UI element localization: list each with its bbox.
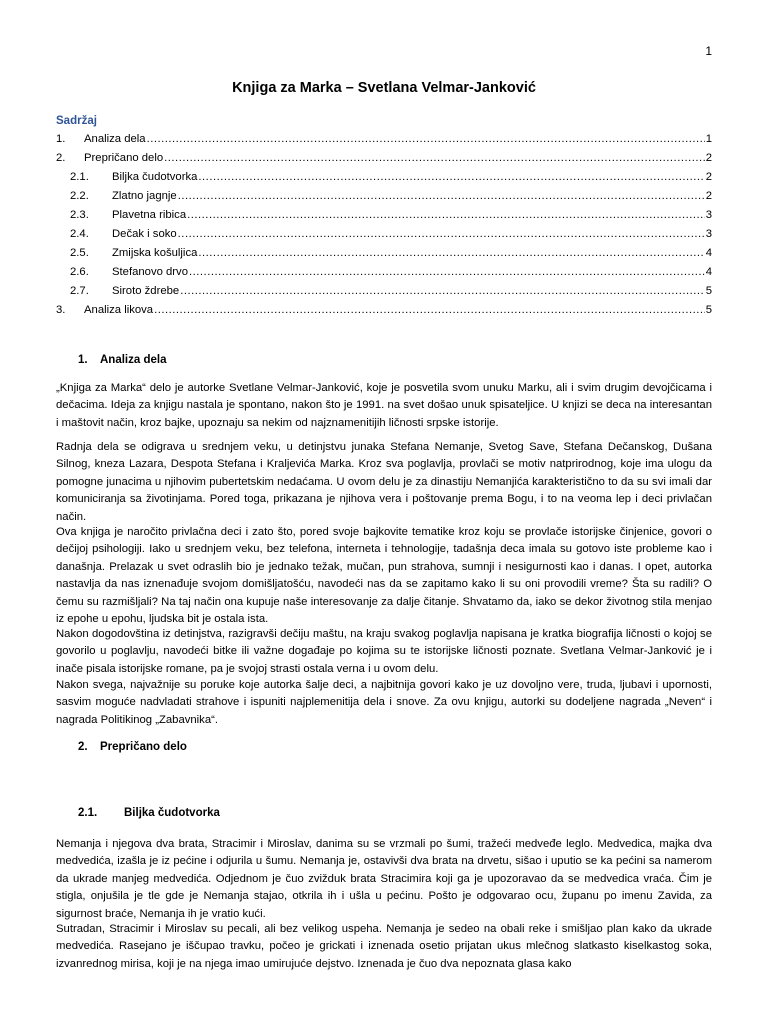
toc-entry-number: 3. — [56, 304, 66, 316]
toc-entry-page: 1 — [705, 133, 712, 145]
toc-entry[interactable] — [56, 225, 712, 244]
toc-entry-number: 2.4. — [70, 228, 89, 240]
toc-entry-page: 5 — [705, 285, 712, 297]
toc-entry-title: Siroto ždrebe — [112, 285, 180, 297]
toc-entry[interactable] — [56, 130, 712, 149]
toc-entry-number: 2.6. — [70, 266, 89, 278]
toc-entry-number: 2.5. — [70, 247, 89, 259]
section-number: 2. — [78, 741, 88, 753]
subsection-title: Biljka čudotvorka — [124, 807, 220, 819]
section-title: Prepričano delo — [100, 741, 187, 753]
toc-entry-page: 3 — [705, 209, 712, 221]
section-heading-analiza-dela — [78, 354, 166, 366]
section-heading-prepricano-delo — [78, 741, 187, 753]
toc-entry-page: 2 — [705, 171, 712, 183]
paragraph: Radnja dela se odigrava u srednjem veku, u detinjstvu junaka Stefana Nemanje, Svetog Save, Stefana Dečanskog, Dušana Silnog, kneza Lazara, Despota Stefana i Kraljevića Marka. Kroz sva poglavlja, provlači se motiv natprirodnog, koje ima ulogu da pomogne junacima u njihovim pubertetskim nedaćama. U ovom delu je za dinastiju Nemanjića karakteristično to da su svi imali dar komuniciranja sa životinjama. Pored toga, prikazana je njihova vera i poštovanje prema Bogu, i to na veoma lep i deci privlačan način. — [56, 441, 712, 523]
document-title: Knjiga za Marka – Svetlana Velmar-Janković — [232, 80, 536, 96]
toc-heading: Sadržaj — [56, 115, 97, 127]
section-title: Analiza dela — [100, 354, 167, 366]
toc-entry-title: Stefanovo drvo — [112, 266, 188, 278]
paragraph: Ova knjiga je naročito privlačna deci i zato što, pored svoje bajkovite tematike kroz koju se provlače istorijske činjenice, govori o dečijoj psihologiji. Iako u srednjem veku, bez telefona, interneta i tehnologije, tadašnja deca imala su gotovo iste probleme kao i današnja. Prelazak u svet odraslih bio je jednako težak, mučan, pun strahova, sumnji i nesigurnosti kao i danas. I opet, autorka nastavlja da nas iznenađuje svojom domišljatošću, navodeći nas da se zapitamo kako li su oni provodili vreme? Šta su radili? O čemu su razmišljali? Na taj način ona kupuje naše interesovanje za dalje čitanje. Shvatamo da, iako se dekor životnog stila menjao iz epohe u epohu, ljudska bit je ostala ista. — [56, 526, 712, 626]
toc-entry-title: Biljka čudotvorka — [112, 171, 198, 183]
toc-entry-number: 2.7. — [70, 285, 89, 297]
paragraph: Nemanja i njegova dva brata, Stracimir i Miroslav, danima su se vrzmali po šumi, tražeći medveđe leglo. Medvedica, majka dva medvedića, izašla je iz pećine i odjurila u šumu. Nemanja je, ostavivši dva brata na drvetu, sišao i uputio se ka pećini sa namerom da ukrade manjeg medvedića. Odjednom je čuo zvižduk brata Stracimira koji ga je upozoravao da se medvedica vraća. Čim je stigla, onjušila je tle gde je Nemanja stajao, otkrila ih i ušla u pećinu. Pošto je odgovarao ocu, županu po imenu Zavida, za sigurnost braće, Nemanja ih je vratio kući. — [56, 838, 712, 920]
toc-entry-number: 2. — [56, 152, 66, 164]
subsection-heading-biljka-cudotvorka — [78, 807, 220, 819]
toc-leader-dots — [178, 187, 705, 206]
toc-leader-dots — [198, 244, 704, 263]
toc-entry-title: Zlatno jagnje — [112, 190, 177, 202]
toc-leader-dots — [178, 225, 705, 244]
toc-entry[interactable] — [56, 187, 712, 206]
table-of-contents — [56, 112, 712, 320]
subsection-number: 2.1. — [78, 807, 98, 819]
toc-entry[interactable] — [56, 244, 712, 263]
toc-leader-dots — [180, 282, 705, 301]
toc-leader-dots — [198, 168, 704, 187]
paragraph: Nakon svega, najvažnije su poruke koje autorka šalje deci, a najbitnija govori kako je uz dovoljno vere, truda, ljubavi i upornosti, sasvim moguće nadvladati strahove i ispuniti najplemenitija dela i snove. Za ovu knjigu, autorki su dodeljene nagrada „Neven“ i nagrada Politikinog „Zabavnika“. — [56, 679, 712, 726]
toc-entry-number: 1. — [56, 133, 66, 145]
toc-entry-title: Analiza likova — [84, 304, 154, 316]
toc-entry[interactable] — [56, 168, 712, 187]
toc-entry-page: 4 — [705, 247, 712, 259]
toc-entry-title: Plavetna ribica — [112, 209, 187, 221]
toc-entry[interactable] — [56, 282, 712, 301]
paragraph: Sutradan, Stracimir i Miroslav su pecali, ali bez velikog uspeha. Nemanja je sedeo na obali reke i smišljao plan kako da ukrade medvedića. Rasejano je iščupao travku, počeo je grickati i iznenada osetio prijatan ukus mlečnog slatkasto kiselkastog soka, izvanrednog mirisa, koji je na njega imao umirujuće dejstvo. Iznenada je čuo dva nepoznata glasa kako — [56, 923, 712, 970]
toc-entry-page: 5 — [705, 304, 712, 316]
toc-entry-page: 3 — [705, 228, 712, 240]
toc-entry[interactable] — [56, 263, 712, 282]
toc-entry-number: 2.2. — [70, 190, 89, 202]
toc-entry[interactable] — [56, 149, 712, 168]
toc-leader-dots — [154, 301, 705, 320]
paragraph: „Knjiga za Marka“ delo je autorke Svetlane Velmar-Janković, koje je posvetila svom unuku Marku, ali i svim drugim devojčicama i dečacima. Ideja za knjigu nastala je spontano, nakon što je 1991. na svet došao unuk spisateljice. U knjizi se deca na interesantan i maštovit način, kroz bajke, upoznaju sa nekim od najznamenitijih ličnosti srpske istorije. — [56, 382, 712, 429]
toc-leader-dots — [164, 149, 705, 168]
toc-entry-title: Dečak i soko — [112, 228, 177, 240]
toc-leader-dots — [187, 206, 705, 225]
section-number: 1. — [78, 354, 88, 366]
toc-entry-title: Zmijska košuljica — [112, 247, 198, 259]
toc-entry-title: Analiza dela — [84, 133, 146, 145]
toc-entry[interactable] — [56, 206, 712, 225]
paragraph: Nakon dogodovština iz detinjstva, razigravši dečiju maštu, na kraju svakog poglavlja napisana je kratka biografija ličnosti o kojoj se govorilo u poglavlju, navodeći bitke ili važne događaje po kojima su te istorijske ličnosti poznate. Svetlana Velmar-Janković je i inače pisala istorijske romane, pa je svojoj strasti ostala verna i u ovom delu. — [56, 628, 712, 675]
toc-leader-dots — [147, 130, 705, 149]
toc-entry-page: 2 — [705, 152, 712, 164]
toc-entry-page: 2 — [705, 190, 712, 202]
toc-entry-title: Prepričano delo — [84, 152, 164, 164]
toc-entry-page: 4 — [705, 266, 712, 278]
toc-entry-number: 2.3. — [70, 209, 89, 221]
toc-leader-dots — [189, 263, 705, 282]
toc-entry-number: 2.1. — [70, 171, 89, 183]
page-number: 1 — [705, 44, 712, 58]
toc-entry[interactable] — [56, 301, 712, 320]
